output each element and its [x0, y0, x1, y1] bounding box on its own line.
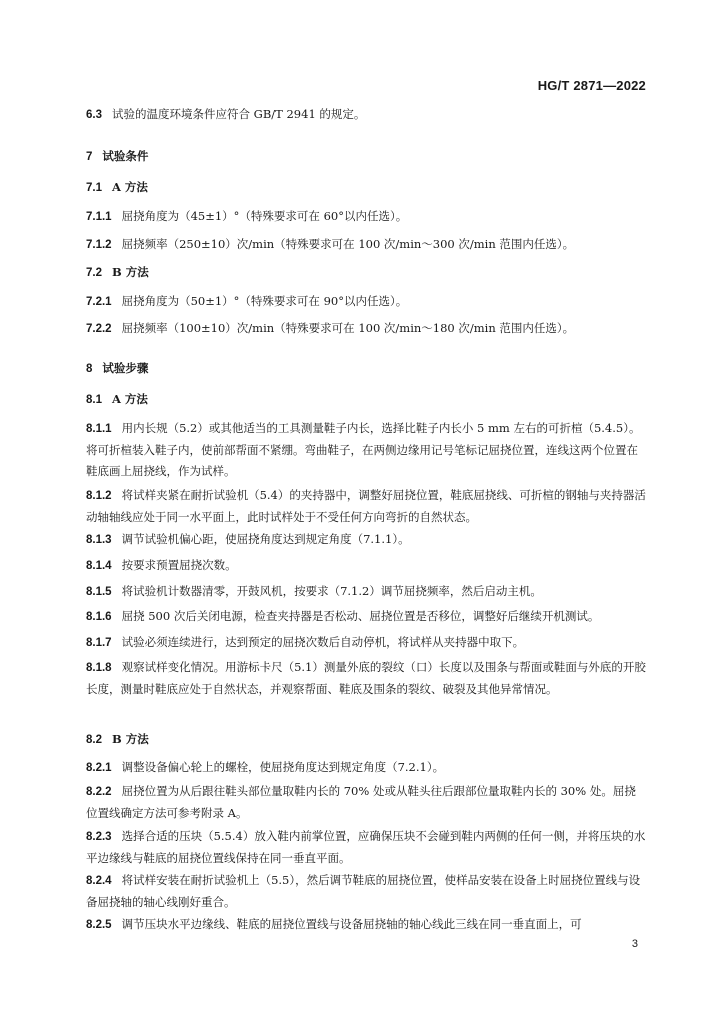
clause-text: 调整设备偏心轮上的螺栓，使屈挠角度达到规定角度（7.2.1）。 [121, 760, 445, 774]
clause-6-3 [86, 104, 646, 126]
clause-number: 8.2.1 [86, 762, 112, 774]
clause-number: 8.1.1 [86, 423, 112, 435]
heading-7-2 [86, 262, 646, 284]
heading-7 [86, 146, 646, 168]
clause-number: 8.1.3 [86, 534, 112, 546]
heading-text: 试验步骤 [102, 361, 149, 375]
clause-number: 7.2.1 [86, 296, 112, 308]
heading-text: A 方法 [112, 180, 148, 194]
clause-text: 将试验机计数器清零，开鼓风机，按要求（7.1.2）调节屈挠频率，然后启动主机。 [121, 584, 542, 598]
clause-8-2-5 [86, 914, 646, 936]
clause-number: 8.2.5 [86, 919, 112, 931]
clause-8-1-1 [86, 418, 646, 482]
clause-8-1-2 [86, 485, 646, 528]
heading-8 [86, 358, 646, 380]
clause-8-1-6 [86, 606, 646, 628]
clause-7-1-1 [86, 206, 646, 228]
clause-number: 7.1 [86, 182, 102, 194]
heading-8-2 [86, 729, 646, 751]
clause-7-2-1 [86, 291, 646, 313]
clause-text: 调节压块水平边缘线、鞋底的屈挠位置线与设备屈挠轴的轴心线此三线在同一垂直面上，可 [121, 917, 582, 931]
heading-7-1 [86, 177, 646, 199]
clause-text: 试验的温度环境条件应符合 GB/T 2941 的规定。 [112, 107, 366, 121]
clause-text: 屈挠角度为（45±1）°（特殊要求可在 60°以内任选）。 [121, 209, 408, 223]
clause-text: 屈挠角度为（50±1）°（特殊要求可在 90°以内任选）。 [121, 294, 408, 308]
clause-text: 屈挠位置为从后跟往鞋头部位量取鞋内长的 70% 处或从鞋头往后跟部位量取鞋内长的 30% 处。屈挠位置线确定方法可参考附录 A。 [86, 784, 636, 820]
clause-text: 屈挠频率（250±10）次/min（特殊要求可在 100 次/min～300 次/min 范围内任选）。 [121, 237, 575, 251]
clause-number: 8.1.2 [86, 490, 112, 502]
clause-number: 7.1.1 [86, 211, 112, 223]
clause-8-1-7 [86, 632, 646, 654]
clause-8-2-4 [86, 870, 646, 913]
clause-text: 调节试验机偏心距，使屈挠角度达到规定角度（7.1.1）。 [121, 532, 410, 546]
clause-number: 8.1 [86, 394, 102, 406]
clause-number: 7.2.2 [86, 323, 112, 335]
clause-text: 按要求预置屈挠次数。 [121, 558, 237, 572]
clause-number: 8.1.5 [86, 586, 112, 598]
clause-text: 选择合适的压块（5.5.4）放入鞋内前掌位置，应确保压块不会碰到鞋内两侧的任何一侧，并将压块的水平边缘线与鞋底的屈挠位置线保持在同一垂直平面。 [86, 829, 646, 865]
clause-text: 屈挠 500 次后关闭电源，检查夹持器是否松动、屈挠位置是否移位，调整好后继续开机测试。 [121, 609, 600, 623]
clause-number: 8.1.7 [86, 637, 112, 649]
clause-text: 用内长规（5.2）或其他适当的工具测量鞋子内长，选择比鞋子内长小 5 mm 左右的可折楦（5.4.5）。将可折楦装入鞋子内，使前部帮面不紧绷。弯曲鞋子，在两侧边缘用记号笔标记屈挠位置，连线这两个位置在鞋底画上屈挠线，作为试样。 [86, 421, 641, 478]
clause-number: 8 [86, 363, 93, 375]
clause-number: 6.3 [86, 109, 102, 121]
clause-number: 8.1.6 [86, 611, 112, 623]
clause-number: 8.2 [86, 734, 102, 746]
clause-7-2-2 [86, 318, 646, 340]
clause-text: 将试样夹紧在耐折试验机（5.4）的夹持器中，调整好屈挠位置，鞋底屈挠线、可折楦的钢轴与夹持器活动轴轴线应处于同一水平面上，此时试样处于不受任何方向弯折的自然状态。 [86, 488, 646, 524]
clause-8-1-4 [86, 555, 646, 577]
standard-number: HG/T 2871—2022 [537, 78, 646, 93]
clause-number: 7.2 [86, 267, 102, 279]
page-number: 3 [631, 938, 638, 950]
clause-8-2-2 [86, 781, 646, 824]
heading-text: A 方法 [112, 392, 148, 406]
heading-text: B 方法 [112, 732, 149, 746]
clause-8-1-3 [86, 529, 646, 551]
clause-8-2-1 [86, 757, 646, 779]
clause-number: 8.2.4 [86, 875, 112, 887]
clause-text: 试验必须连续进行，达到预定的屈挠次数后自动停机，将试样从夹持器中取下。 [121, 635, 525, 649]
clause-number: 7 [86, 151, 93, 163]
clause-number: 8.1.8 [86, 662, 112, 674]
clause-8-1-5 [86, 581, 646, 603]
clause-number: 8.2.2 [86, 786, 112, 798]
clause-number: 8.1.4 [86, 560, 112, 572]
clause-text: 屈挠频率（100±10）次/min（特殊要求可在 100 次/min～180 次/min 范围内任选）。 [121, 321, 575, 335]
clause-text: 观察试样变化情况。用游标卡尺（5.1）测量外底的裂纹（口）长度以及围条与帮面或鞋面与外底的开胶长度，测量时鞋底应处于自然状态，并观察帮面、鞋底及围条的裂纹、破裂及其他异常情况。 [86, 660, 646, 696]
clause-8-1-8 [86, 657, 646, 700]
heading-text: B 方法 [112, 265, 149, 279]
clause-text: 将试样安装在耐折试验机上（5.5），然后调节鞋底的屈挠位置，使样品安装在设备上时屈挠位置线与设备屈挠轴的轴心线刚好重合。 [86, 873, 641, 909]
clause-7-1-2 [86, 234, 646, 256]
heading-text: 试验条件 [102, 149, 149, 163]
clause-8-2-3 [86, 826, 646, 869]
clause-number: 8.2.3 [86, 831, 112, 843]
clause-number: 7.1.2 [86, 239, 112, 251]
heading-8-1 [86, 389, 646, 411]
